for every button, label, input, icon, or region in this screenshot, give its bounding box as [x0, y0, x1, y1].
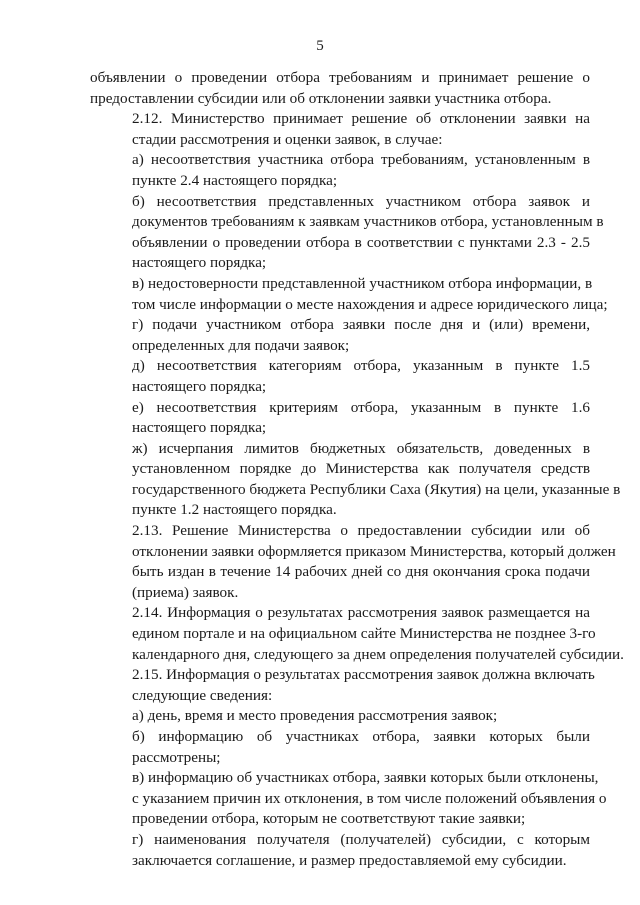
text-line: объявлении о проведении отбора в соответствии с пунктами 2.3 - 2.5 [132, 233, 590, 251]
paragraph [90, 398, 590, 439]
text-line: документов требованиям к заявкам участников отбора, установленным в [132, 213, 604, 231]
text-line: настоящего порядка; [132, 377, 267, 395]
text-line: 2.14. Информация о результатах рассмотрения заявок размещается на [132, 604, 590, 622]
text-line: отклонении заявки оформляется приказом Министерства, который должен [132, 542, 616, 560]
paragraph [90, 192, 604, 274]
text-line: 2.13. Решение Министерства о предоставлении субсидии или об [132, 522, 590, 540]
paragraph [90, 68, 590, 109]
text-line: а) день, время и место проведения рассмотрения заявок; [132, 707, 498, 725]
text-line: ж) исчерпания лимитов бюджетных обязательств, доведенных в [132, 439, 590, 457]
paragraph [90, 727, 590, 768]
text-line: а) несоответствия участника отбора требованиям, установленным в [132, 151, 590, 169]
text-line: рассмотрены; [132, 748, 221, 766]
text-line: в) недостоверности представленной участником отбора информации, в [132, 274, 593, 292]
document-body [90, 68, 624, 871]
text-line: едином портале и на официальном сайте Министерства не позднее 3-го [132, 625, 596, 643]
text-line: объявлении о проведении отбора требованиям и принимает решение о [90, 69, 590, 86]
text-line: в) информацию об участниках отбора, заявки которых были отклонены, [132, 769, 599, 787]
page-number: 5 [316, 38, 324, 54]
text-line: государственного бюджета Республики Саха (Якутия) на цели, указанные в [132, 480, 621, 498]
paragraph [90, 603, 624, 665]
text-line: д) несоответствия категориям отбора, указанным в пункте 1.5 [132, 357, 590, 375]
text-line: следующие сведения: [132, 686, 273, 704]
paragraph [90, 768, 607, 830]
text-line: предоставлении субсидии или об отклонении заявки участника отбора. [90, 89, 552, 107]
text-line: быть издан в течение 14 рабочих дней со дня окончания срока подачи [132, 563, 590, 581]
text-line: установленном порядке до Министерства как получателя средств [132, 460, 590, 478]
paragraph [90, 356, 590, 397]
text-line: б) несоответствия представленных участником отбора заявок и [132, 192, 590, 210]
paragraph [90, 665, 595, 706]
text-line: (приема) заявок. [132, 583, 239, 601]
text-line: с указанием причин их отклонения, в том числе положений объявления о [132, 789, 607, 807]
paragraph [90, 109, 590, 150]
text-line: пункте 2.4 настоящего порядка; [132, 171, 338, 189]
text-line: стадии рассмотрения и оценки заявок, в случае: [132, 130, 443, 148]
text-line: е) несоответствия критериям отбора, указанным в пункте 1.6 [132, 398, 590, 416]
text-line: настоящего порядка; [132, 254, 267, 272]
paragraph [90, 521, 616, 603]
paragraph [90, 150, 590, 191]
text-line: г) подачи участником отбора заявки после дня и (или) времени, [132, 316, 590, 334]
text-line: календарного дня, следующего за днем определения получателей субсидии. [132, 645, 624, 663]
text-line: 2.12. Министерство принимает решение об отклонении заявки на [132, 110, 590, 128]
text-line: 2.15. Информация о результатах рассмотрения заявок должна включать [132, 666, 595, 684]
text-line: том числе информации о месте нахождения и адресе юридического лица; [132, 295, 608, 313]
paragraph [90, 706, 590, 727]
text-line: определенных для подачи заявок; [132, 336, 350, 354]
text-line: настоящего порядка; [132, 419, 267, 437]
text-line: проведении отбора, которым не соответствуют такие заявки; [132, 810, 526, 828]
paragraph [90, 830, 590, 871]
paragraph [90, 315, 590, 356]
paragraph [90, 274, 608, 315]
text-line: заключается соглашение, и размер предоставляемой ему субсидии. [132, 851, 567, 869]
paragraph [90, 439, 621, 521]
text-line: г) наименования получателя (получателей) субсидии, с которым [132, 830, 590, 848]
text-line: б) информацию об участниках отбора, заявки которых были [132, 728, 590, 745]
text-line: пункте 1.2 настоящего порядка. [132, 501, 337, 519]
